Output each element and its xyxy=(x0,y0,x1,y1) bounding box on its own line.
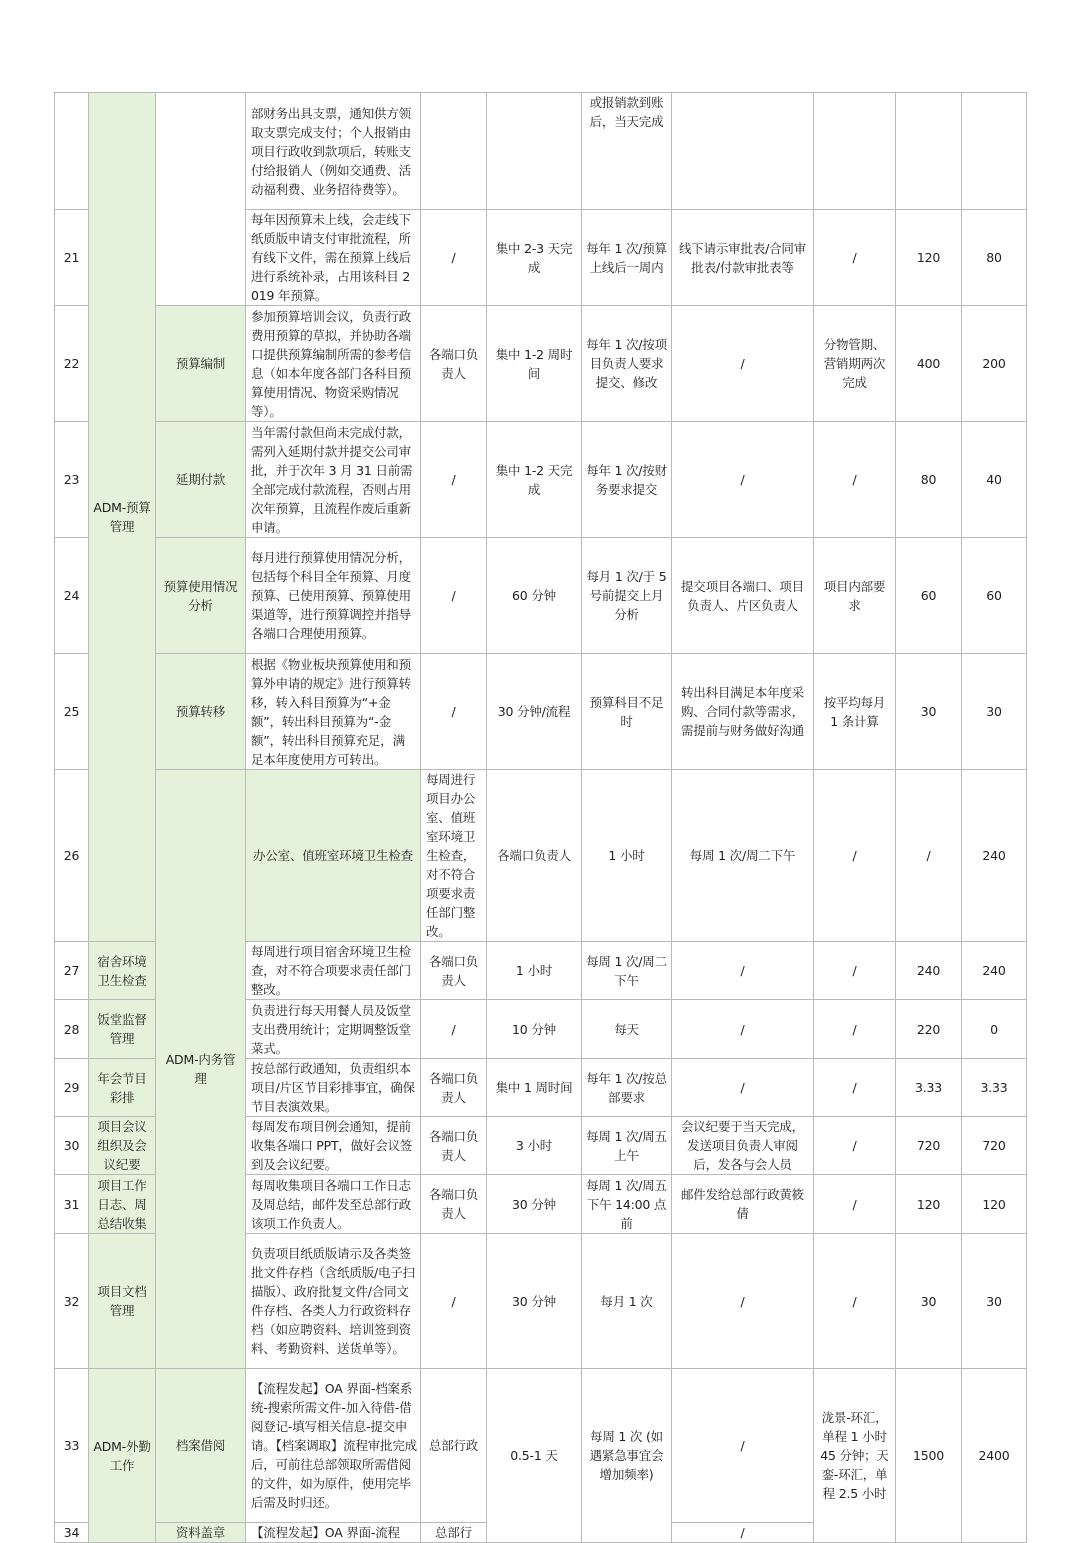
time-cell: 0.5-1 天 xyxy=(487,1369,582,1543)
hours-2-cell: 2400 xyxy=(962,1369,1027,1543)
owner-cell: / xyxy=(421,538,487,654)
owner-cell: 总部行政 xyxy=(421,1369,487,1523)
hours-1-cell xyxy=(896,93,962,210)
task-description: 每年因预算未上线，会走线下纸质版申请支付审批流程，所有线下文件，需在预算上线后进行系统补录，占用该科目 2019 年预算。 xyxy=(246,210,421,306)
output-cell: / xyxy=(672,422,814,538)
output-cell: 线下请示审批表/合同审批表/付款审批表等 xyxy=(672,210,814,306)
table-row xyxy=(55,422,1027,538)
row-number: 22 xyxy=(55,306,89,422)
task-description: 每周收集项目各端口工作日志及周总结，邮件发至总部行政该项工作负责人。 xyxy=(246,1175,421,1234)
frequency-cell: 每年 1 次/预算上线后一周内 xyxy=(582,210,672,306)
frequency-cell: 每天 xyxy=(582,1000,672,1059)
task-description: 参加预算培训会议，负责行政费用预算的草拟，并协助各端口提供预算编制所需的参考信息（如本年度各部门各科目预算使用情况、物资采购情况等）。 xyxy=(246,306,421,422)
owner-cell: / xyxy=(421,422,487,538)
time-cell: 集中 1 周时间 xyxy=(487,1059,582,1117)
task-description: 部财务出具支票，通知供方领取支票完成支付；个人报销由项目行政收到款项后，转账支付给报销人（例如交通费、活动福利费、业务招待费等）。 xyxy=(246,93,421,210)
owner-cell: 各端口负责人 xyxy=(421,1175,487,1234)
row-number: 31 xyxy=(55,1175,89,1234)
frequency-cell: 每周 1 次/周二下午 xyxy=(582,942,672,1000)
note-cell: / xyxy=(814,1234,896,1369)
note-cell: 泷景-环汇，单程 1 小时 45 分钟；天銮-环汇，单程 2.5 小时 xyxy=(814,1369,896,1543)
task-description: 每月进行预算使用情况分析，包括每个科目全年预算、月度预算、已使用预算、预算使用渠道等，进行预算调控并指导各端口合理使用预算。 xyxy=(246,538,421,654)
row-number: 27 xyxy=(55,942,89,1000)
note-cell: / xyxy=(814,1175,896,1234)
output-cell: 提交项目各端口、项目负责人、片区负责人 xyxy=(672,538,814,654)
hours-1-cell: 1500 xyxy=(896,1369,962,1543)
output-cell: / xyxy=(672,306,814,422)
output-cell: 会议纪要于当天完成，发送项目负责人审阅后，发各与会人员 xyxy=(672,1117,814,1175)
category-cell xyxy=(89,1369,156,1543)
frequency-cell: 每年 1 次/按财务要求提交 xyxy=(582,422,672,538)
output-cell xyxy=(672,93,814,210)
time-cell: 1 小时 xyxy=(487,942,582,1000)
task-name: 预算转移 xyxy=(156,654,246,770)
owner-cell: 各端口负责人 xyxy=(421,306,487,422)
hours-2-cell: 240 xyxy=(962,942,1027,1000)
hours-1-cell: 400 xyxy=(896,306,962,422)
category-cell xyxy=(89,93,156,942)
output-cell: / xyxy=(672,1369,814,1523)
frequency-cell: 或报销款到账后，当天完成 xyxy=(582,93,672,210)
frequency-cell: 每年 1 次/按总部要求 xyxy=(582,1059,672,1117)
time-cell: 30 分钟/流程 xyxy=(487,654,582,770)
task-name: 办公室、值班室环境卫生检查 xyxy=(246,770,421,942)
table-row xyxy=(55,93,1027,210)
task-description: 【流程发起】OA 界面-档案系统-搜索所需文件-加入待借-借阅登记-填写相关信息-提交申请。【档案调取】流程审批完成后，可前往总部领取所需借阅的文件，如为原件，使用完毕后需及时归还。 xyxy=(246,1369,421,1523)
hours-2-cell: 720 xyxy=(962,1117,1027,1175)
owner-cell: 各端口负责人 xyxy=(421,1059,487,1117)
task-name: 宿舍环境卫生检查 xyxy=(89,942,156,1000)
owner-cell: / xyxy=(421,654,487,770)
owner-cell: 总部行 xyxy=(421,1523,487,1543)
note-cell xyxy=(814,93,896,210)
row-number: 26 xyxy=(55,770,89,942)
row-number: 32 xyxy=(55,1234,89,1369)
task-name: 项目工作日志、周总结收集 xyxy=(89,1175,156,1234)
row-number: 23 xyxy=(55,422,89,538)
frequency-cell: 预算科目不足时 xyxy=(582,654,672,770)
row-number: 29 xyxy=(55,1059,89,1117)
hours-1-cell: 720 xyxy=(896,1117,962,1175)
owner-cell xyxy=(421,93,487,210)
table-row xyxy=(55,654,1027,770)
time-cell: 30 分钟 xyxy=(487,1175,582,1234)
task-description: 每周进行项目宿舍环境卫生检查，对不符合项要求责任部门整改。 xyxy=(246,942,421,1000)
note-cell: 分物管期、营销期两次完成 xyxy=(814,306,896,422)
note-cell: 按平均每月 1 条计算 xyxy=(814,654,896,770)
time-cell: 集中 1-2 周时间 xyxy=(487,306,582,422)
hours-2-cell: 200 xyxy=(962,306,1027,422)
frequency-cell: 每年 1 次/按项目负责人要求提交、修改 xyxy=(582,306,672,422)
hours-1-cell: 120 xyxy=(896,1175,962,1234)
table-row xyxy=(55,1369,1027,1523)
time-cell: 30 分钟 xyxy=(487,1234,582,1369)
hours-2-cell: 60 xyxy=(962,538,1027,654)
task-name: 年会节目彩排 xyxy=(89,1059,156,1117)
owner-cell: / xyxy=(421,1000,487,1059)
frequency-cell: 每周 1 次/周五上午 xyxy=(582,1117,672,1175)
hours-2-cell: 30 xyxy=(962,1234,1027,1369)
hours-2-cell: 0 xyxy=(962,1000,1027,1059)
table-row xyxy=(55,770,1027,942)
table-row xyxy=(55,538,1027,654)
frequency-cell: 每周 1 次/周二下午 xyxy=(672,770,814,942)
hours-1-cell: 30 xyxy=(896,1234,962,1369)
time-cell: 1 小时 xyxy=(582,770,672,942)
hours-2-cell: 30 xyxy=(962,654,1027,770)
output-cell: / xyxy=(672,1523,814,1543)
owner-cell: / xyxy=(421,210,487,306)
hours-2-cell: 3.33 xyxy=(962,1059,1027,1117)
row-number: 33 xyxy=(55,1369,89,1523)
time-cell: 集中 1-2 天完成 xyxy=(487,422,582,538)
time-cell xyxy=(487,93,582,210)
task-description: 【流程发起】OA 界面-流程 xyxy=(246,1523,421,1543)
category-cell xyxy=(156,770,246,1369)
task-name: 预算使用情况分析 xyxy=(156,538,246,654)
frequency-cell: 每月 1 次/于 5 号前提交上月分析 xyxy=(582,538,672,654)
output-cell: 转出科目满足本年度采购、合同付款等需求，需提前与财务做好沟通 xyxy=(672,654,814,770)
hours-2-cell: 120 xyxy=(962,1175,1027,1234)
frequency-cell: 每月 1 次 xyxy=(582,1234,672,1369)
task-name: 延期付款 xyxy=(156,422,246,538)
task-description: 负责进行每天用餐人员及饭堂支出费用统计；定期调整饭堂菜式。 xyxy=(246,1000,421,1059)
task-name: 饭堂监督管理 xyxy=(89,1000,156,1059)
time-cell: 10 分钟 xyxy=(487,1000,582,1059)
frequency-cell: 每周 1 次 (如遇紧急事宜会增加频率) xyxy=(582,1369,672,1543)
owner-cell: / xyxy=(421,1234,487,1369)
frequency-cell: 每周 1 次/周五下午 14:00 点前 xyxy=(582,1175,672,1234)
task-description: 负责项目纸质版请示及各类签批文件存档（含纸质版/电子扫描版）、政府批复文件/合同文件存档、各类人力行政资料存档（如应聘资料、培训签到资料、考勤资料、送货单等）。 xyxy=(246,1234,421,1369)
row-number: 34 xyxy=(55,1523,89,1543)
hours-1-cell: 240 xyxy=(896,942,962,1000)
task-name: 项目文档管理 xyxy=(89,1234,156,1369)
task-description: 每周发布项目例会通知，提前收集各端口 PPT，做好会议签到及会议纪要。 xyxy=(246,1117,421,1175)
note-cell: / xyxy=(814,1000,896,1059)
work-table xyxy=(54,92,1027,1543)
hours-2-cell: 80 xyxy=(962,210,1027,306)
note-cell: / xyxy=(814,210,896,306)
row-number: 24 xyxy=(55,538,89,654)
note-cell: 项目内部要求 xyxy=(814,538,896,654)
row-number: 25 xyxy=(55,654,89,770)
row-number: 21 xyxy=(55,210,89,306)
output-cell: / xyxy=(672,1234,814,1369)
output-cell: / xyxy=(672,1059,814,1117)
row-number: 30 xyxy=(55,1117,89,1175)
task-name: 资料盖章 xyxy=(156,1523,246,1543)
hours-1-cell: 30 xyxy=(896,654,962,770)
task-description: 按总部行政通知，负责组织本项目/片区节目彩排事宜，确保节目表演效果。 xyxy=(246,1059,421,1117)
output-cell: / xyxy=(814,770,896,942)
note-cell: / xyxy=(896,770,962,942)
category-budget: ADM-预算管理 xyxy=(93,500,151,534)
owner-cell: 各端口负责人 xyxy=(487,770,582,942)
hours-2-cell: 40 xyxy=(962,422,1027,538)
row-number: 28 xyxy=(55,1000,89,1059)
owner-cell: 各端口负责人 xyxy=(421,1117,487,1175)
note-cell: / xyxy=(814,422,896,538)
hours-1-cell: 120 xyxy=(896,210,962,306)
task-name: 档案借阅 xyxy=(156,1369,246,1523)
table-row xyxy=(55,306,1027,422)
task-description: 当年需付款但尚未完成付款，需列入延期付款并提交公司审批，并于次年 3 月 31 日前需全部完成付款流程，否则占用次年预算，且流程作废后重新申请。 xyxy=(246,422,421,538)
time-cell: 集中 2-3 天完成 xyxy=(487,210,582,306)
hours-1-cell: 220 xyxy=(896,1000,962,1059)
note-cell: / xyxy=(814,1117,896,1175)
category-field: ADM-外勤工作 xyxy=(93,1438,151,1473)
owner-cell: 各端口负责人 xyxy=(421,942,487,1000)
task-description: 根据《物业板块预算使用和预算外申请的规定》进行预算转移，转入科目预算为“+金额”，转出科目预算为“-金额”，转出科目预算充足，满足本年度使用方可转出。 xyxy=(246,654,421,770)
row-number xyxy=(55,93,89,210)
task-name: 项目会议组织及会议纪要 xyxy=(89,1117,156,1175)
hours-1-cell: 240 xyxy=(962,770,1027,942)
hours-1-cell: 80 xyxy=(896,422,962,538)
task-name: 预算编制 xyxy=(156,306,246,422)
task-description: 每周进行项目办公室、值班室环境卫生检查，对不符合项要求责任部门整改。 xyxy=(421,770,487,942)
category-internal: ADM-内务管理 xyxy=(165,1052,236,1086)
hours-1-cell: 60 xyxy=(896,538,962,654)
hours-2-cell xyxy=(962,93,1027,210)
hours-1-cell: 3.33 xyxy=(896,1059,962,1117)
output-cell: / xyxy=(672,942,814,1000)
note-cell: / xyxy=(814,942,896,1000)
output-cell: 邮件发给总部行政黄筱倩 xyxy=(672,1175,814,1234)
task-name xyxy=(156,93,246,306)
time-cell: 60 分钟 xyxy=(487,538,582,654)
output-cell: / xyxy=(672,1000,814,1059)
time-cell: 3 小时 xyxy=(487,1117,582,1175)
note-cell: / xyxy=(814,1059,896,1117)
